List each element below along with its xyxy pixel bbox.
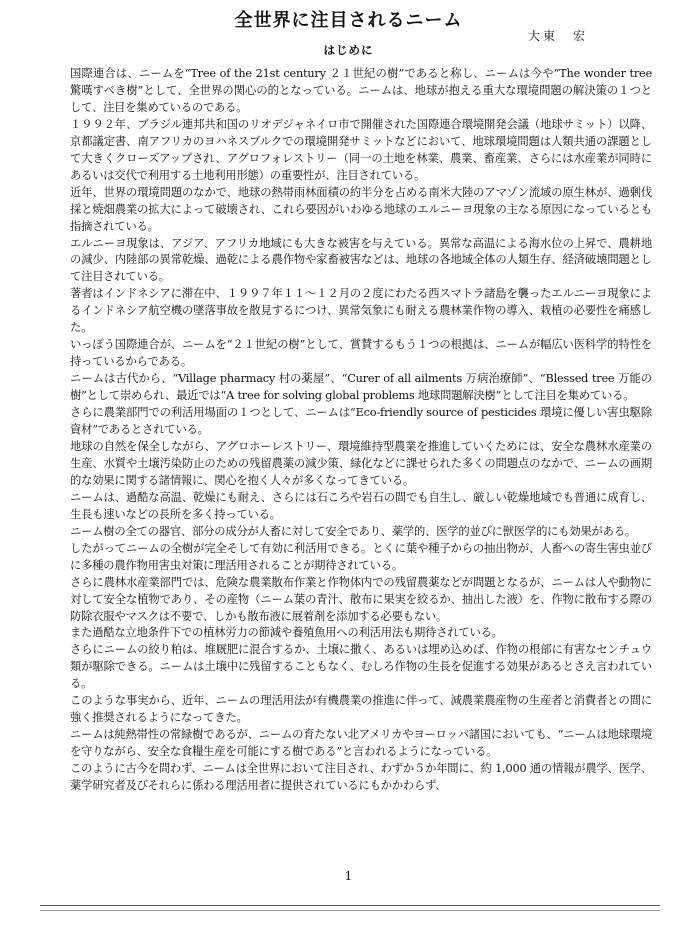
author-name: 大東 宏 (528, 29, 589, 43)
footer-rule (40, 905, 660, 906)
paragraph: 地球の自然を保全しながら、アグロホーレストリー、環境維持型農業を推進していくためには、安全な農林水産業の生産、水質や土壌汚染防止のための残留農薬の減少策、緑化などに課せられた多くの問題点のなかで、ニームの画期的な効果に関する諸情報に、関心を抱く人々が多くなってきている。 (70, 439, 652, 487)
document-title: 全世界に注目されるニーム (234, 10, 463, 31)
paragraph: さらに農林水産業部門では、危険な農業散布作業と作物体内での残留農薬などが問題となるが、ニームは人や動物に対して安全な植物であり、その産物（ニーム葉の青汁、散布に果実を絞るか、抽出した液）を、作物に散布する際の防除衣服やマスクは不要で、しかも散布液に展着剤を添加する必要もない。 (70, 575, 652, 623)
footer-rule-secondary (40, 910, 660, 911)
paragraph: ニームは、過酷な高温、乾燥にも耐え、さらには石ころや岩石の間でも自生し、厳しい乾燥地域でも普通に成育し、生長も速いなどの長所を多く持っている。 (70, 490, 652, 521)
paragraph: エルニーヨ現象は、アジア、アフリカ地域にも大きな被害を与えている。異常な高温による海水位の上昇で、農耕地の減少、内陸部の異常乾燥、過乾による農作物や家畜被害などは、地球の各地域全体の人類生存、経済破壊問題として注目されている。 (70, 236, 652, 284)
paragraph: いっぽう国際連合が、ニームを“２１世紀の樹”として、賞賛するもう１つの根拠は、ニームが幅広い医科学的特性を持っているからである。 (70, 338, 652, 369)
page-number: 1 (344, 869, 353, 883)
paragraph: ニーム樹の全ての器官、部分の成分が人畜に対して安全であり、薬学的、医学的並びに獣医学的にも効果がある。 (70, 524, 636, 538)
paragraph: さらに農業部門での利活用場面の１つとして、ニームは“Eco-friendly source of pesticides 環境に優しい害虫駆除資材”であるとされている。 (70, 406, 652, 437)
body-text (70, 66, 652, 795)
paragraph: 近年、世界の環境問題のなかで、地球の熱帯雨林面積の約半分を占める南米大陸のアマゾン流域の原生林が、過剰伐採と焼畑農業の拡大によって破壊され、これら要因がいわゆる地球のエルニーヨ現象の主なる原因になっているとも指摘されている。 (70, 185, 652, 233)
paragraph: このような事実から、近年、ニームの理活用法が有機農業の推進に伴って、減農業農産物の生産者と消費者との間に強く推奨されるようになってきた。 (70, 694, 652, 725)
paragraph: さらにニームの絞り粕は、堆厩肥に混合するか、土壌に撒く、あるいは埋め込めば、作物の根部に有害なセンチュウ類が駆除できる。ニームは土壌中に残留することもなく、むしろ作物の生長を促進する効果があるとさえ言われている。 (70, 643, 652, 691)
paragraph: １９９２年、ブラジル連邦共和国のリオデジャネイロ市で開催された国際連合環境開発会議（地球サミット）以降、京都議定書、南アフリカのヨハネスブルクでの環境開発サミットなどにおいて、地球環境問題は人類共通の課題として大きくクローズアップされ、アグロフォレストリー（同一の土地を林業、農業、畜産業、さらには水産業が同時にあるいは交代で利用する土地利用形態）の重要性が、注目されている。 (70, 117, 652, 182)
paragraph: したがってニームの全樹が完全そして有効に利活用できる。とくに葉や種子からの抽出物が、人畜への寄生害虫並びに多種の農作物用害虫対策に理活用されることが期待されている。 (70, 541, 652, 572)
paragraph: 国際連合は、ニームを“Tree of the 21st century ２１世紀の樹”であると称し、ニームは今や“The wonder tree 驚嘆すべき樹”として、全世界の関心の的となっている。ニームは、地球が抱える重大な環境問題の解決策の１つとして、注目を集めているのである。 (70, 67, 652, 114)
paragraph: ニームは純熱帯性の常緑樹であるが、ニームの育たない北アメリカやヨーロッパ諸国においても、“ニームは地球環境を守りながら、安全な食糧生産を可能にする樹である”と言われるようになっている。 (70, 728, 652, 759)
paragraph: ニームは古代から、“Village pharmacy 村の薬屋”、“Curer of all ailments 万病治療師”、“Blessed tree 万能の樹”として崇められ、最近では“A tree for solving global problems 地球問題解決樹”として注目を集めている。 (70, 372, 652, 403)
paragraph: このように古今を問わず、ニームは全世界において注目され、わずか５か年間に、約 1,000 通の情報が農学、医学、薬学研究者及びそれらに係わる理活用者に提供されているにもかかわらず、 (70, 762, 652, 793)
section-heading: はじめに (323, 43, 374, 57)
paragraph: 著者はインドネシアに滞在中、１９９７年１１～１２月の２度にわたる西スマトラ諸島を襲ったエルニーヨ現象によるインドネシア航空機の墜落事故を散見するにつけ、異常気象にも耐える農林業作物の導入、栽植の必要性を痛感した。 (70, 287, 652, 335)
paragraph: また過酷な立地条件下での植林労力の節減や養殖魚用への利活用法も期待されている。 (70, 626, 503, 640)
